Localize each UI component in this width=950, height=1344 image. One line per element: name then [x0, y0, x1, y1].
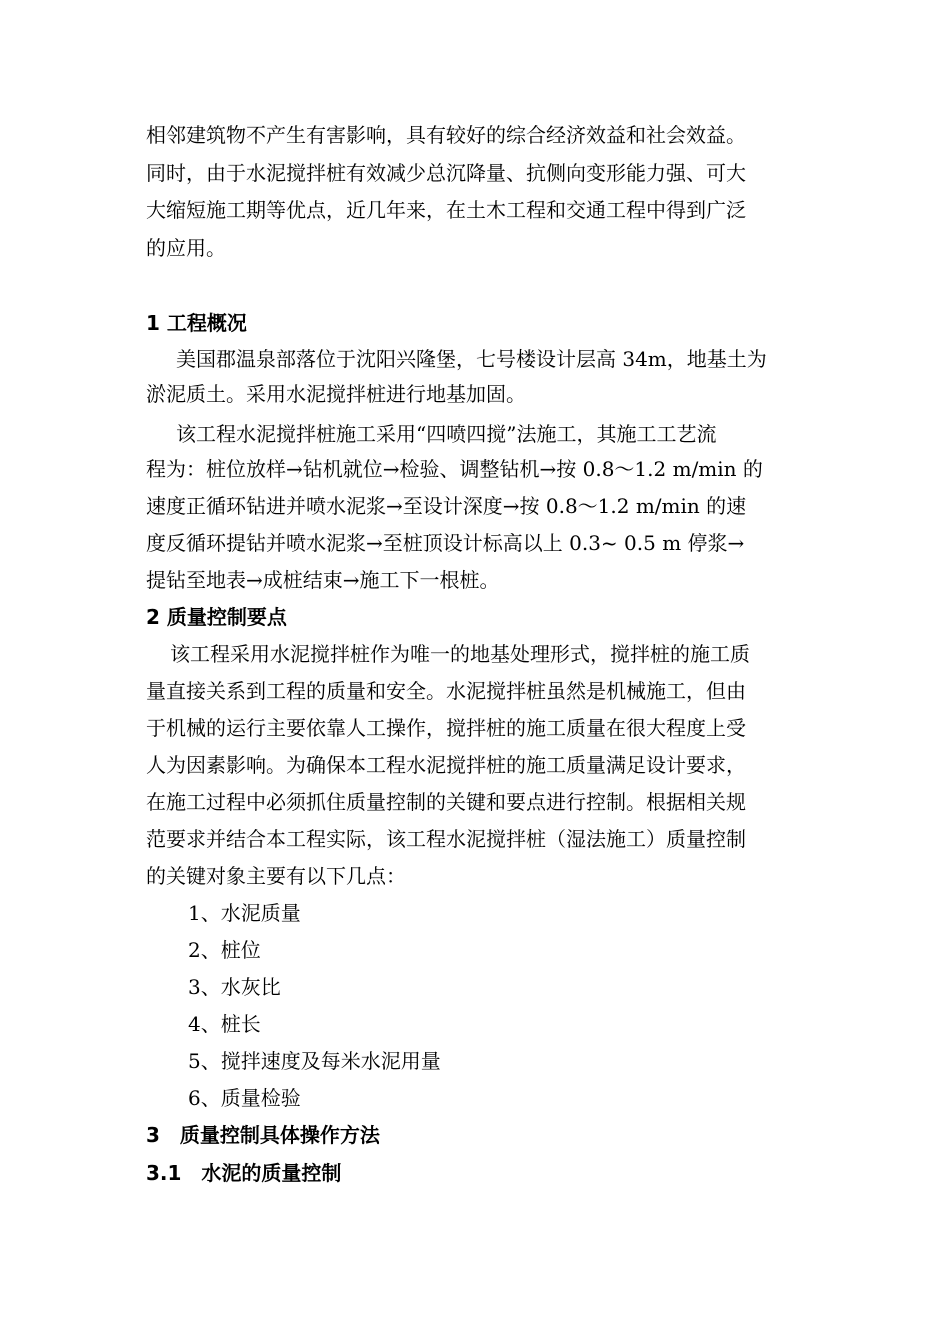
intro-line: 的应用。 [146, 236, 226, 260]
paragraph-line: 人为因素影响。为确保本工程水泥搅拌桩的施工质量满足设计要求， [146, 753, 746, 777]
paragraph-line: 该工程水泥搅拌桩施工采用“四喷四搅”法施工，其施工工艺流 [176, 422, 717, 446]
intro-line: 大缩短施工期等优点，近几年来，在土木工程和交通工程中得到广泛 [146, 198, 746, 222]
list-item: 4、桩长 [188, 1012, 261, 1036]
paragraph-line: 速度正循环钻进并喷水泥浆→至设计深度→按 0.8～1.2 m/min 的速 [146, 494, 747, 518]
paragraph-line: 提钻至地表→成桩结束→施工下一根桩。 [146, 568, 500, 592]
list-item: 2、桩位 [188, 938, 261, 962]
subsection-heading-3-1: 3.1 水泥的质量控制 [146, 1161, 342, 1185]
section-heading-2: 2 质量控制要点 [146, 605, 287, 629]
paragraph-line: 美国郡温泉部落位于沈阳兴隆堡，七号楼设计层高 34m，地基土为 [176, 347, 767, 371]
list-item: 3、水灰比 [188, 975, 281, 999]
intro-line: 同时，由于水泥搅拌桩有效减少总沉降量、抗侧向变形能力强、可大 [146, 161, 746, 185]
paragraph-line: 度反循环提钻并喷水泥浆→至桩顶设计标高以上 0.3~ 0.5 m 停浆→ [146, 531, 745, 555]
paragraph-line: 于机械的运行主要依靠人工操作，搅拌桩的施工质量在很大程度上受 [146, 716, 746, 740]
paragraph-line: 该工程采用水泥搅拌桩作为唯一的地基处理形式，搅拌桩的施工质 [170, 642, 750, 666]
intro-line: 相邻建筑物不产生有害影响，具有较好的综合经济效益和社会效益。 [146, 123, 746, 147]
paragraph-line: 范要求并结合本工程实际，该工程水泥搅拌桩（湿法施工）质量控制 [146, 827, 746, 851]
list-item: 1、水泥质量 [188, 901, 301, 925]
paragraph-line: 程为：桩位放样→钻机就位→检验、调整钻机→按 0.8～1.2 m/min 的 [146, 457, 763, 481]
section-heading-3: 3 质量控制具体操作方法 [146, 1123, 380, 1147]
paragraph-line: 量直接关系到工程的质量和安全。水泥搅拌桩虽然是机械施工，但由 [146, 679, 746, 703]
paragraph-line: 的关键对象主要有以下几点： [146, 864, 406, 888]
paragraph-line: 淤泥质土。采用水泥搅拌桩进行地基加固。 [146, 382, 526, 406]
paragraph-line: 在施工过程中必须抓住质量控制的关键和要点进行控制。根据相关规 [146, 790, 746, 814]
section-heading-1: 1 工程概况 [146, 311, 247, 335]
list-item: 6、质量检验 [188, 1086, 301, 1110]
list-item: 5、搅拌速度及每米水泥用量 [188, 1049, 441, 1073]
